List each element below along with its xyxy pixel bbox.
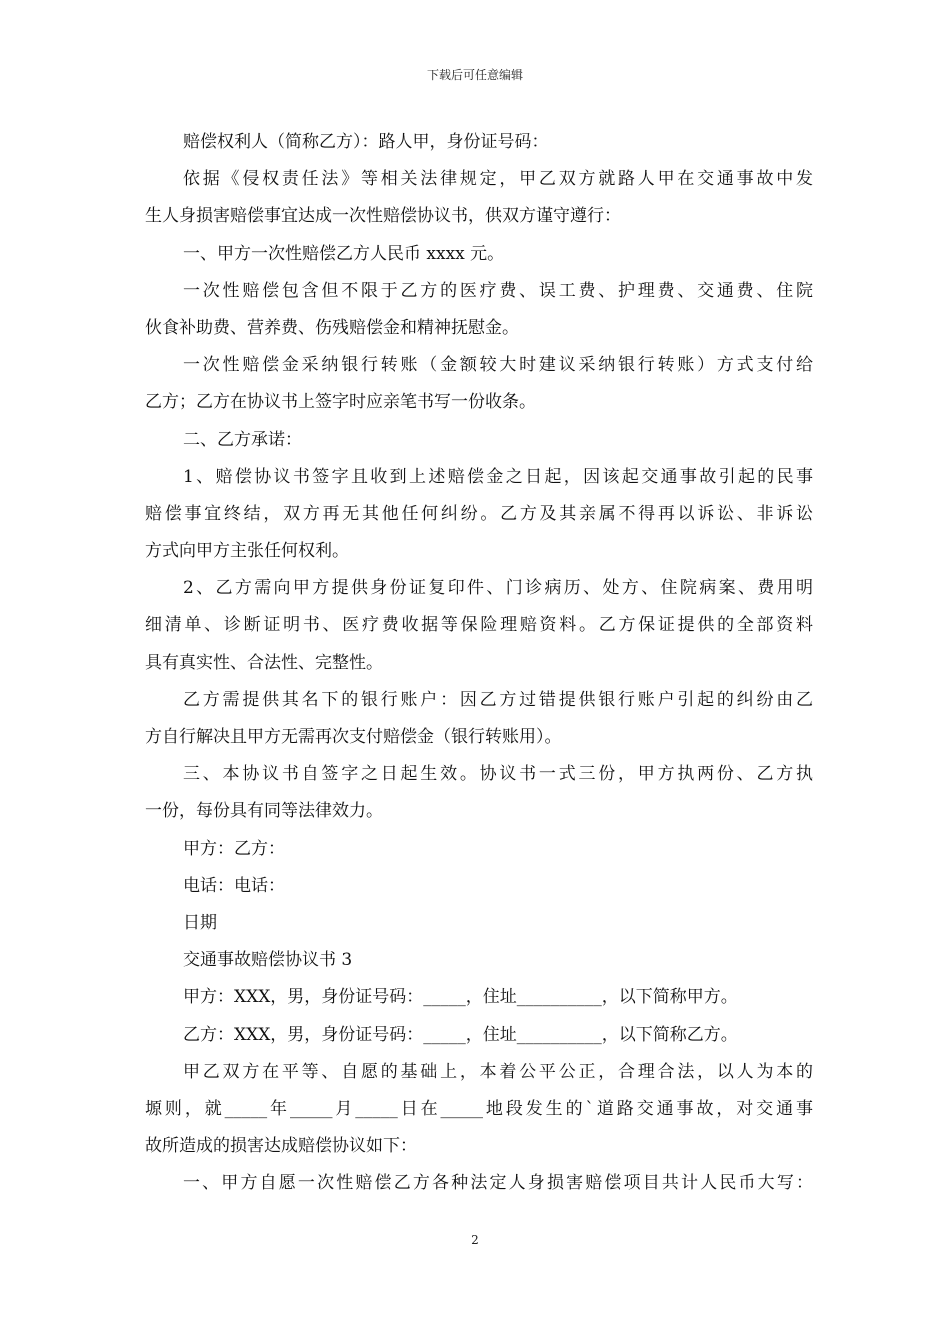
text-line: 一、甲方一次性赔偿乙方人民币 xxxx 元。 bbox=[183, 243, 505, 264]
text-line: 2、乙方需向甲方提供身份证复印件、门诊病历、处方、住院病案、费用明 bbox=[183, 578, 813, 599]
text-line: 一份，每份具有同等法律效力。 bbox=[145, 801, 383, 822]
text-line: 二、乙方承诺： bbox=[183, 429, 302, 450]
text-line: 赔偿权利人（简称乙方）：路人甲，身份证号码： bbox=[183, 132, 549, 152]
text-line: 乙方：XXX，男，身份证号码：_____，住址__________，以下简称乙方。 bbox=[183, 1024, 738, 1045]
text-line: 赔偿事宜终结，双方再无其他任何纠纷。乙方及其亲属不得再以诉讼、非诉讼 bbox=[145, 503, 813, 524]
text-line: 一次性赔偿金采纳银行转账（金额较大时建议采纳银行转账）方式支付给 bbox=[183, 355, 813, 376]
text-line: 伙食补助费、营养费、伤残赔偿金和精神抚慰金。 bbox=[145, 317, 519, 338]
text-line: 交通事故赔偿协议书 3 bbox=[183, 950, 353, 971]
text-line: 甲方：XXX，男，身份证号码：_____，住址__________，以下简称甲方。 bbox=[183, 987, 738, 1008]
text-line: 甲方：乙方： bbox=[183, 838, 285, 859]
text-line: 乙方需提供其名下的银行账户：因乙方过错提供银行账户引起的纠纷由乙 bbox=[183, 689, 813, 710]
text-line: 具有真实性、合法性、完整性。 bbox=[145, 652, 383, 673]
text-line: 方式向甲方主张任何权利。 bbox=[145, 541, 349, 562]
text-line: 细清单、诊断证明书、医疗费收据等保险理赔资料。乙方保证提供的全部资料 bbox=[145, 615, 813, 636]
page-header: 下载后可任意编辑 bbox=[426, 68, 523, 82]
text-line: 日期 bbox=[183, 912, 217, 933]
text-line: 甲乙双方在平等、自愿的基础上，本着公平公正，合理合法，以人为本的 bbox=[183, 1061, 813, 1082]
text-line: 电话：电话： bbox=[183, 875, 285, 896]
text-line: 1、赔偿协议书签字且收到上述赔偿金之日起，因该起交通事故引起的民事 bbox=[183, 466, 813, 487]
text-line: 一次性赔偿包含但不限于乙方的医疗费、误工费、护理费、交通费、住院 bbox=[183, 280, 813, 301]
text-line: 塬则，就_____年_____月_____日在_____地段发生的`道路交通事故，对交通事 bbox=[145, 1098, 813, 1119]
text-line: 三、本协议书自签字之日起生效。协议书一式三份，甲方执两份、乙方执 bbox=[183, 764, 813, 785]
text-line: 一、甲方自愿一次性赔偿乙方各种法定人身损害赔偿项目共计人民币大写： bbox=[183, 1173, 813, 1194]
page-number: 2 bbox=[471, 1233, 479, 1247]
text-line: 故所造成的损害达成赔偿协议如下： bbox=[145, 1136, 417, 1157]
document-body bbox=[145, 124, 813, 1202]
text-line: 方自行解决且甲方无需再次支付赔偿金（银行转账用）。 bbox=[145, 727, 562, 747]
text-line: 依据《侵权责任法》等相关法律规定，甲乙双方就路人甲在交通事故中发 bbox=[183, 169, 813, 190]
text-line: 乙方；乙方在协议书上签字时应亲笔书写一份收条。 bbox=[145, 392, 536, 413]
text-line: 生人身损害赔偿事宜达成一次性赔偿协议书，供双方谨守遵行： bbox=[145, 206, 621, 227]
